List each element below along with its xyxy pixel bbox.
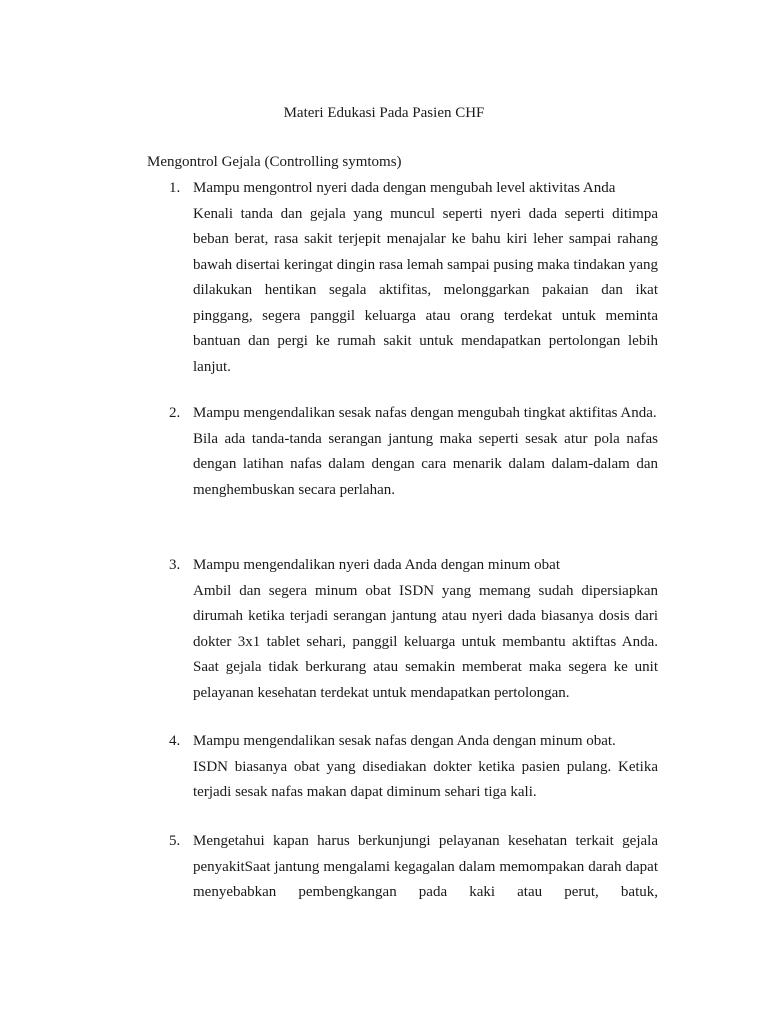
list-item-heading: Mengetahui kapan harus berkunjungi pelayanan kesehatan terkait gejala penyakitSaat jantung mengalami kegagalan dalam memompakan darah dapat menyebabkan pembengkangan pada kaki atau perut, batuk, [193,833,658,900]
list-item-heading: Mampu mengendalikan sesak nafas dengan mengubah tingkat aktifitas Anda. [193,405,657,421]
list-item-description: Ambil dan segera minum obat ISDN yang memang sudah dipersiapkan dirumah ketika terjadi serangan jantung atau nyeri dada biasanya dosis dari dokter 3x1 tablet sehari, panggil keluarga untuk membantu aktiftas Anda. Saat gejala tidak berkurang atau semakin memberat maka segera ke unit pelayanan kesehatan terdekat untuk mendapatkan pertolongan. [193,582,658,701]
list-item-number: 1. [169,180,181,196]
list-item-description: ISDN biasanya obat yang disediakan dokter ketika pasien pulang. Ketika terjadi sesak nafas makan dapat diminum sehari tiga kali. [193,758,658,800]
section-heading: Mengontrol Gejala (Controlling symtoms) [147,154,402,170]
list-item-body [193,401,658,503]
list-item-number: 2. [169,405,181,421]
list-item-heading: Mampu mengontrol nyeri dada dengan mengubah level aktivitas Anda [193,180,616,196]
list-item-body [193,176,658,380]
list-item-description: Bila ada tanda-tanda serangan jantung maka seperti sesak atur pola nafas dengan latihan nafas dalam dengan cara menarik dalam dalam-dalam dan menghembuskan secara perlahan. [193,430,658,498]
list-item-description: Kenali tanda dan gejala yang muncul seperti nyeri dada seperti ditimpa beban berat, rasa sakit terjepit menajalar ke bahu kiri leher sampai rahang bawah disertai keringat dingin rasa lemah sampai pusing maka tindakan yang dilakukan hentikan segala aktifitas, melonggarkan pakaian dan ikat pinggang, segera panggil keluarga atau orang terdekat untuk meminta bantuan dan pergi ke rumah sakit untuk mendapatkan pertolongan lebih lanjut. [193,205,658,375]
list-item-number: 3. [169,557,181,573]
list-item-heading: Mampu mengendalikan nyeri dada Anda dengan minum obat [193,557,560,573]
list-item-body [193,829,658,907]
document-title: Materi Edukasi Pada Pasien CHF [283,105,485,121]
list-item-number: 5. [169,833,181,849]
list-item-heading: Mampu mengendalikan sesak nafas dengan Anda dengan minum obat. [193,733,616,749]
list-item-number: 4. [169,733,181,749]
list-item-body [193,553,658,706]
list-item-body [193,729,658,806]
